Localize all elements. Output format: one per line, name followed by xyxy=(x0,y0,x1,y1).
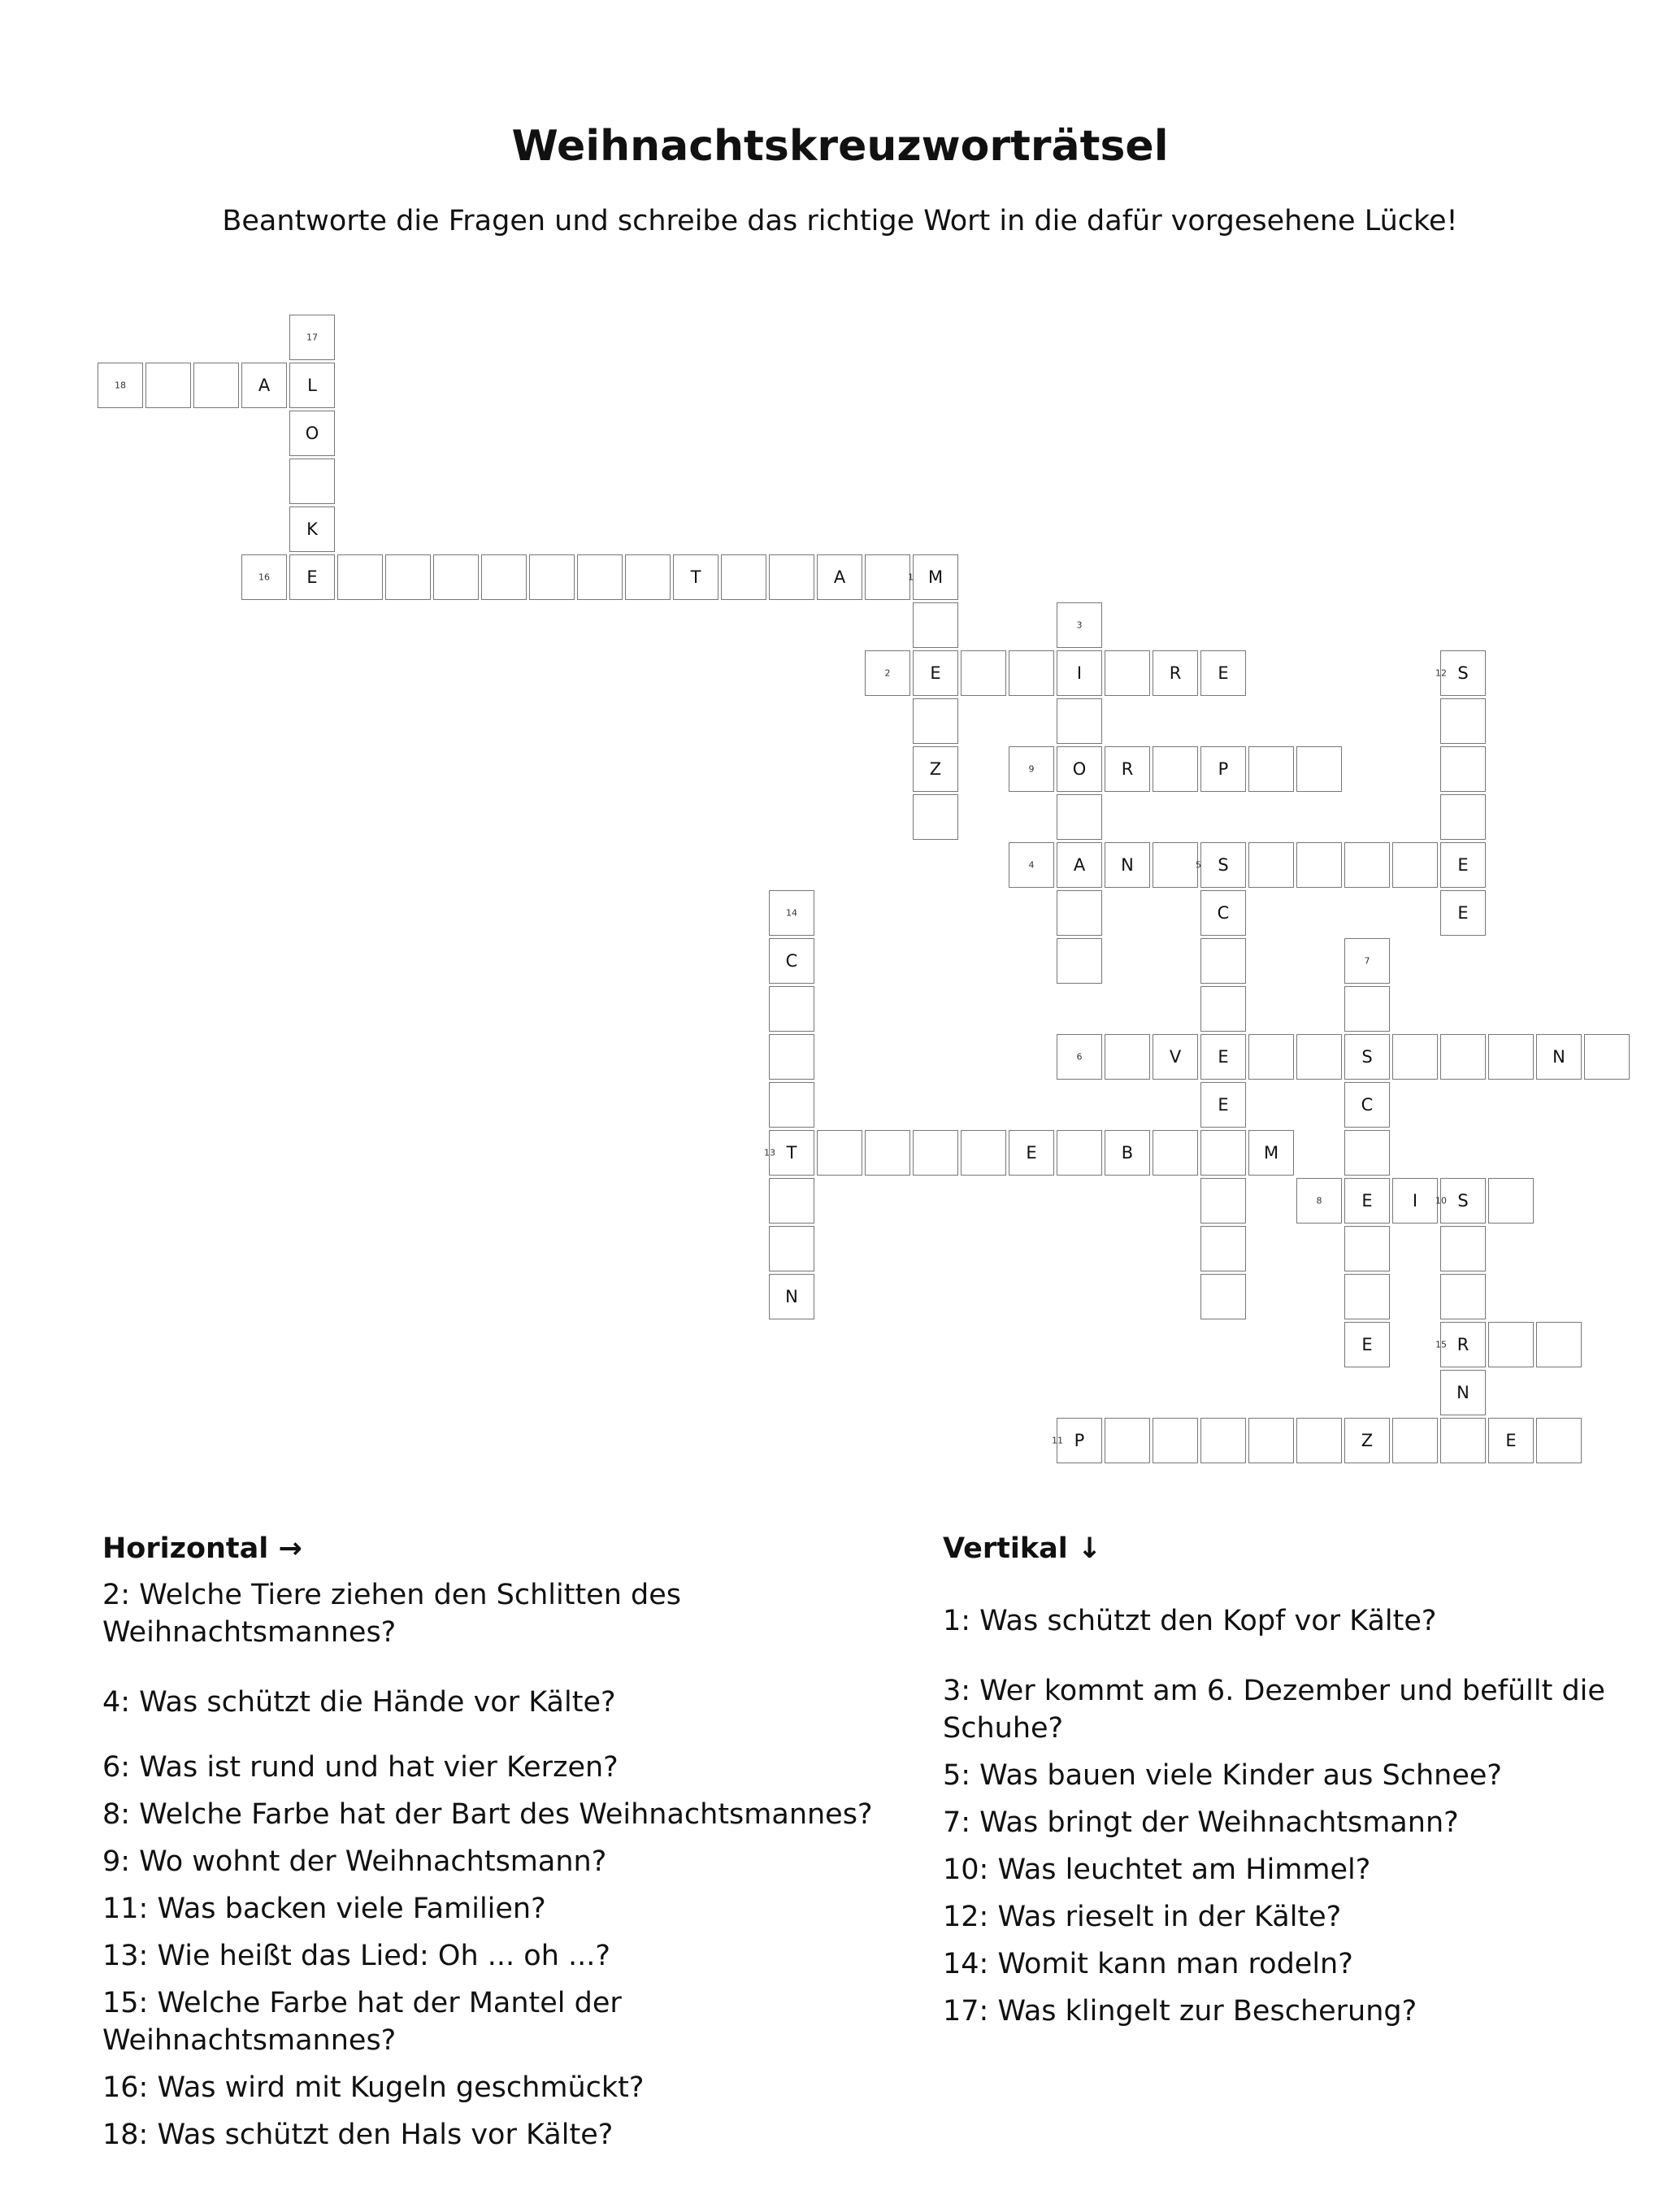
given-letter: S xyxy=(1457,663,1469,683)
given-letter: E xyxy=(1505,1431,1517,1450)
grid-cell[interactable] xyxy=(721,554,766,600)
grid-cell[interactable] xyxy=(1105,842,1150,888)
grid-cell[interactable] xyxy=(1200,1034,1246,1080)
clue-h-13: 13: Wie heißt das Lied: Oh ... oh ...? xyxy=(102,1940,610,1972)
clue-v-3: 3: Wer kommt am 6. Dezember und befüllt die Schuhe? xyxy=(943,1675,1605,1745)
given-letter: C xyxy=(1217,903,1230,923)
given-letter: N xyxy=(1552,1047,1565,1067)
given-letter: A xyxy=(258,376,271,395)
grid-cell[interactable] xyxy=(1196,842,1246,888)
clue-v-14: 14: Womit kann man rodeln? xyxy=(943,1948,1353,1980)
clue-number: 6 xyxy=(1076,1051,1083,1063)
grid-cell[interactable] xyxy=(1153,650,1198,696)
grid-cell[interactable] xyxy=(1440,746,1486,792)
clue-v-12: 12: Was rieselt in der Kälte? xyxy=(943,1901,1342,1933)
grid-cell[interactable] xyxy=(865,554,910,600)
grid-cell[interactable] xyxy=(1296,842,1342,888)
clue-number: 9 xyxy=(1028,763,1035,775)
clue-number: 2 xyxy=(884,667,891,679)
given-letter: M xyxy=(927,567,944,587)
grid-cell[interactable] xyxy=(289,459,335,504)
clue-v-1: 1: Was schützt den Kopf vor Kälte? xyxy=(943,1605,1437,1637)
grid-cell[interactable] xyxy=(1057,794,1102,840)
given-letter: E xyxy=(1361,1191,1373,1211)
grid-cell[interactable] xyxy=(913,650,958,696)
grid-cell[interactable] xyxy=(817,554,862,600)
grid-cell[interactable] xyxy=(1296,746,1342,792)
grid-cell[interactable] xyxy=(1153,1418,1198,1463)
given-letter: M xyxy=(1263,1143,1279,1163)
grid-cell[interactable] xyxy=(1296,1418,1342,1463)
grid-cell[interactable] xyxy=(1153,1034,1198,1080)
grid-cell[interactable] xyxy=(1009,842,1054,888)
grid-cell[interactable] xyxy=(1248,1130,1294,1176)
grid-cell[interactable] xyxy=(289,554,335,600)
given-letter: I xyxy=(1076,663,1083,683)
clue-v-5: 5: Was bauen viele Kinder aus Schnee? xyxy=(943,1759,1502,1792)
grid-cell[interactable] xyxy=(1435,650,1486,696)
grid-cell[interactable] xyxy=(1440,1274,1486,1319)
grid-cell[interactable] xyxy=(1536,1322,1582,1367)
clue-number: 7 xyxy=(1364,955,1370,967)
grid-cell[interactable] xyxy=(289,411,335,456)
grid-cell[interactable] xyxy=(1344,1274,1390,1319)
grid-cell[interactable] xyxy=(385,554,431,600)
grid-cell[interactable] xyxy=(1440,1226,1486,1271)
given-letter: P xyxy=(1074,1431,1085,1450)
given-letter: E xyxy=(1457,903,1469,923)
clue-h-11: 11: Was backen viele Familien? xyxy=(102,1893,546,1925)
given-letter: S xyxy=(1361,1047,1373,1067)
grid-cell[interactable] xyxy=(1344,842,1390,888)
grid-cell[interactable] xyxy=(289,506,335,552)
grid-cell[interactable] xyxy=(1440,794,1486,840)
given-letter: E xyxy=(1457,855,1469,875)
given-letter: R xyxy=(1169,663,1182,683)
given-letter: E xyxy=(1026,1143,1037,1163)
grid-cell[interactable] xyxy=(913,698,958,744)
grid-cell[interactable] xyxy=(1057,938,1102,984)
horizontal-heading: Horizontal → xyxy=(102,1532,302,1565)
grid-cell[interactable] xyxy=(433,554,479,600)
given-letter: N xyxy=(1121,855,1134,875)
vertical-clues xyxy=(943,1532,1658,2040)
clue-number: 4 xyxy=(1028,859,1035,871)
grid-cell[interactable] xyxy=(1344,1082,1390,1128)
given-letter: O xyxy=(1072,759,1087,779)
grid-cell[interactable] xyxy=(769,938,814,984)
grid-cell[interactable] xyxy=(1344,986,1390,1032)
given-letter: E xyxy=(1361,1335,1373,1354)
clue-number: 8 xyxy=(1316,1195,1322,1206)
grid-cell[interactable] xyxy=(1440,890,1486,936)
clue-h-8: 8: Welche Farbe hat der Bart des Weihnachtsmannes? xyxy=(102,1798,873,1831)
grid-cell[interactable] xyxy=(913,746,958,792)
clue-number: 5 xyxy=(1196,859,1201,871)
grid-cell[interactable] xyxy=(1584,1034,1630,1080)
grid-cell[interactable] xyxy=(1344,1034,1390,1080)
given-letter: E xyxy=(930,663,941,683)
grid-cell[interactable] xyxy=(1440,1034,1486,1080)
grid-cell[interactable] xyxy=(817,1130,862,1176)
grid-cell[interactable] xyxy=(1344,1418,1390,1463)
clue-h-4: 4: Was schützt die Hände vor Kälte? xyxy=(102,1686,616,1719)
grid-cell[interactable] xyxy=(145,363,191,408)
given-letter: T xyxy=(786,1143,797,1163)
grid-cell[interactable] xyxy=(1200,1274,1246,1319)
grid-cell[interactable] xyxy=(961,1130,1006,1176)
grid-cell[interactable] xyxy=(1200,890,1246,936)
clue-number: 18 xyxy=(115,380,126,391)
grid-cell[interactable] xyxy=(961,650,1006,696)
clue-number: 16 xyxy=(258,572,270,583)
grid-cell[interactable] xyxy=(1200,650,1246,696)
clue-v-17: 17: Was klingelt zur Bescherung? xyxy=(943,1995,1417,2028)
clue-h-6: 6: Was ist rund und hat vier Kerzen? xyxy=(102,1751,619,1784)
clue-number: 17 xyxy=(306,332,318,343)
horizontal-clues xyxy=(102,1532,915,2163)
grid-cell[interactable] xyxy=(1440,698,1486,744)
grid-cell[interactable] xyxy=(1105,1130,1150,1176)
grid-cell[interactable] xyxy=(1057,602,1102,648)
grid-cell[interactable] xyxy=(337,554,383,600)
grid-cell[interactable] xyxy=(289,315,335,360)
given-letter: C xyxy=(1361,1095,1374,1115)
grid-cell[interactable] xyxy=(1009,746,1054,792)
grid-cell[interactable] xyxy=(289,363,335,408)
grid-cell[interactable] xyxy=(1440,1418,1486,1463)
grid-cell[interactable] xyxy=(769,1082,814,1128)
clue-number: 14 xyxy=(786,907,797,919)
grid-cell[interactable] xyxy=(1200,1130,1246,1176)
clue-h-2: 2: Welche Tiere ziehen den Schlitten des Weihnachtsmannes? xyxy=(102,1579,681,1649)
grid-cell[interactable] xyxy=(1296,1034,1342,1080)
grid-cell[interactable] xyxy=(769,1178,814,1224)
grid-cell[interactable] xyxy=(908,554,958,600)
clue-v-7: 7: Was bringt der Weihnachtsmann? xyxy=(943,1806,1459,1839)
grid-cell[interactable] xyxy=(913,1130,958,1176)
given-letter: E xyxy=(1218,1047,1229,1067)
grid-cell[interactable] xyxy=(1200,746,1246,792)
clue-h-15: 15: Welche Farbe hat der Mantel der Weihnachtsmannes? xyxy=(102,1987,622,2057)
grid-cell[interactable] xyxy=(1200,938,1246,984)
grid-cell[interactable] xyxy=(1105,1418,1150,1463)
given-letter: A xyxy=(833,567,846,587)
given-letter: C xyxy=(785,951,798,971)
grid-cell[interactable] xyxy=(769,1226,814,1271)
given-letter: V xyxy=(1169,1047,1182,1067)
grid-cell[interactable] xyxy=(1488,1034,1534,1080)
grid-cell[interactable] xyxy=(1344,1130,1390,1176)
grid-cell[interactable] xyxy=(1200,1082,1246,1128)
grid-cell[interactable] xyxy=(1153,1130,1198,1176)
grid-cell[interactable] xyxy=(769,1274,814,1319)
grid-cell[interactable] xyxy=(1435,1322,1486,1367)
grid-cell[interactable] xyxy=(1153,746,1198,792)
grid-cell[interactable] xyxy=(481,554,527,600)
given-letter: L xyxy=(307,376,317,395)
grid-cell[interactable] xyxy=(1536,1034,1582,1080)
grid-cell[interactable] xyxy=(1105,746,1150,792)
given-letter: N xyxy=(1456,1383,1469,1402)
grid-cell[interactable] xyxy=(1009,1130,1054,1176)
grid-cell[interactable] xyxy=(1392,1034,1438,1080)
clue-h-9: 9: Wo wohnt der Weihnachtsmann? xyxy=(102,1845,607,1878)
grid-cell[interactable] xyxy=(769,554,814,600)
grid-cell[interactable] xyxy=(1488,1178,1534,1224)
given-letter: P xyxy=(1218,759,1229,779)
grid-cell[interactable] xyxy=(1344,1226,1390,1271)
clue-number: 3 xyxy=(1076,619,1083,631)
grid-cell[interactable] xyxy=(1057,842,1102,888)
grid-cell[interactable] xyxy=(1200,986,1246,1032)
grid-cell[interactable] xyxy=(1392,1418,1438,1463)
grid-cell[interactable] xyxy=(865,1130,910,1176)
given-letter: Z xyxy=(1361,1431,1374,1450)
grid-cell[interactable] xyxy=(1248,1418,1294,1463)
grid-cell[interactable] xyxy=(1344,938,1390,984)
grid-cell[interactable] xyxy=(1248,1034,1294,1080)
grid-cell[interactable] xyxy=(625,554,671,600)
given-letter: I xyxy=(1412,1191,1418,1211)
grid-cell[interactable] xyxy=(1057,890,1102,936)
clue-number: 1 xyxy=(908,572,914,583)
grid-cell[interactable] xyxy=(1057,698,1102,744)
given-letter: K xyxy=(306,519,318,539)
given-letter: Z xyxy=(929,759,942,779)
grid-cell[interactable] xyxy=(1435,1178,1486,1224)
given-letter: O xyxy=(305,424,319,443)
given-letter: S xyxy=(1218,855,1229,875)
clue-number: 12 xyxy=(1435,667,1447,679)
grid-cell[interactable] xyxy=(529,554,575,600)
given-letter: B xyxy=(1121,1143,1134,1163)
given-letter: R xyxy=(1456,1335,1469,1354)
clue-h-16: 16: Was wird mit Kugeln geschmückt? xyxy=(102,2071,645,2104)
given-letter: N xyxy=(785,1287,798,1306)
clue-number: 11 xyxy=(1052,1435,1063,1446)
given-letter: E xyxy=(306,567,318,587)
grid-cell[interactable] xyxy=(764,1130,814,1176)
grid-cell[interactable] xyxy=(241,554,287,600)
clue-number: 13 xyxy=(764,1147,775,1158)
instructions: Beantworte die Fragen und schreibe das richtige Wort in die dafür vorgesehene Lücke! xyxy=(222,205,1458,237)
grid-cell[interactable] xyxy=(577,554,623,600)
clue-v-10: 10: Was leuchtet am Himmel? xyxy=(943,1854,1371,1886)
grid-cell[interactable] xyxy=(1057,650,1102,696)
given-letter: E xyxy=(1218,1095,1229,1115)
grid-cell[interactable] xyxy=(913,602,958,648)
grid-cell[interactable] xyxy=(1200,1226,1246,1271)
given-letter: S xyxy=(1457,1191,1469,1211)
given-letter: T xyxy=(690,567,701,587)
grid-cell[interactable] xyxy=(1344,1322,1390,1367)
grid-cell[interactable] xyxy=(1052,1418,1102,1463)
grid-cell[interactable] xyxy=(1105,650,1150,696)
grid-cell[interactable] xyxy=(1200,1418,1246,1463)
grid-cell[interactable] xyxy=(1105,1034,1150,1080)
grid-cell[interactable] xyxy=(241,363,287,408)
clue-number: 10 xyxy=(1435,1195,1447,1206)
grid-cell[interactable] xyxy=(98,363,143,408)
grid-cell[interactable] xyxy=(1392,842,1438,888)
grid-cell[interactable] xyxy=(1248,746,1294,792)
given-letter: R xyxy=(1121,759,1134,779)
grid-cell[interactable] xyxy=(769,986,814,1032)
clue-number: 15 xyxy=(1435,1339,1447,1350)
grid-cell[interactable] xyxy=(1344,1178,1390,1224)
grid-cell[interactable] xyxy=(1200,1178,1246,1224)
grid-cell[interactable] xyxy=(1153,842,1198,888)
vertical-heading: Vertikal ↓ xyxy=(943,1532,1102,1565)
grid-cell[interactable] xyxy=(865,650,910,696)
grid-cell[interactable] xyxy=(769,890,814,936)
grid-cell[interactable] xyxy=(1536,1418,1582,1463)
grid-cell[interactable] xyxy=(1057,1034,1102,1080)
grid-cell[interactable] xyxy=(1440,1370,1486,1415)
page-title: Weihnachtskreuzworträtsel xyxy=(511,122,1169,171)
grid-cell[interactable] xyxy=(913,794,958,840)
grid-cell[interactable] xyxy=(193,363,239,408)
grid-cell[interactable] xyxy=(673,554,718,600)
grid-cell[interactable] xyxy=(1057,746,1102,792)
grid-cell[interactable] xyxy=(1248,842,1294,888)
grid-cell[interactable] xyxy=(1296,1178,1342,1224)
given-letter: A xyxy=(1073,855,1086,875)
given-letter: E xyxy=(1218,663,1229,683)
grid-cell[interactable] xyxy=(1009,650,1054,696)
grid-cell[interactable] xyxy=(1440,842,1486,888)
grid-cell[interactable] xyxy=(1488,1418,1534,1463)
grid-cell[interactable] xyxy=(1488,1322,1534,1367)
clue-h-18: 18: Was schützt den Hals vor Kälte? xyxy=(102,2119,614,2151)
grid-cell[interactable] xyxy=(1057,1130,1102,1176)
grid-cell[interactable] xyxy=(1392,1178,1438,1224)
grid-cell[interactable] xyxy=(769,1034,814,1080)
